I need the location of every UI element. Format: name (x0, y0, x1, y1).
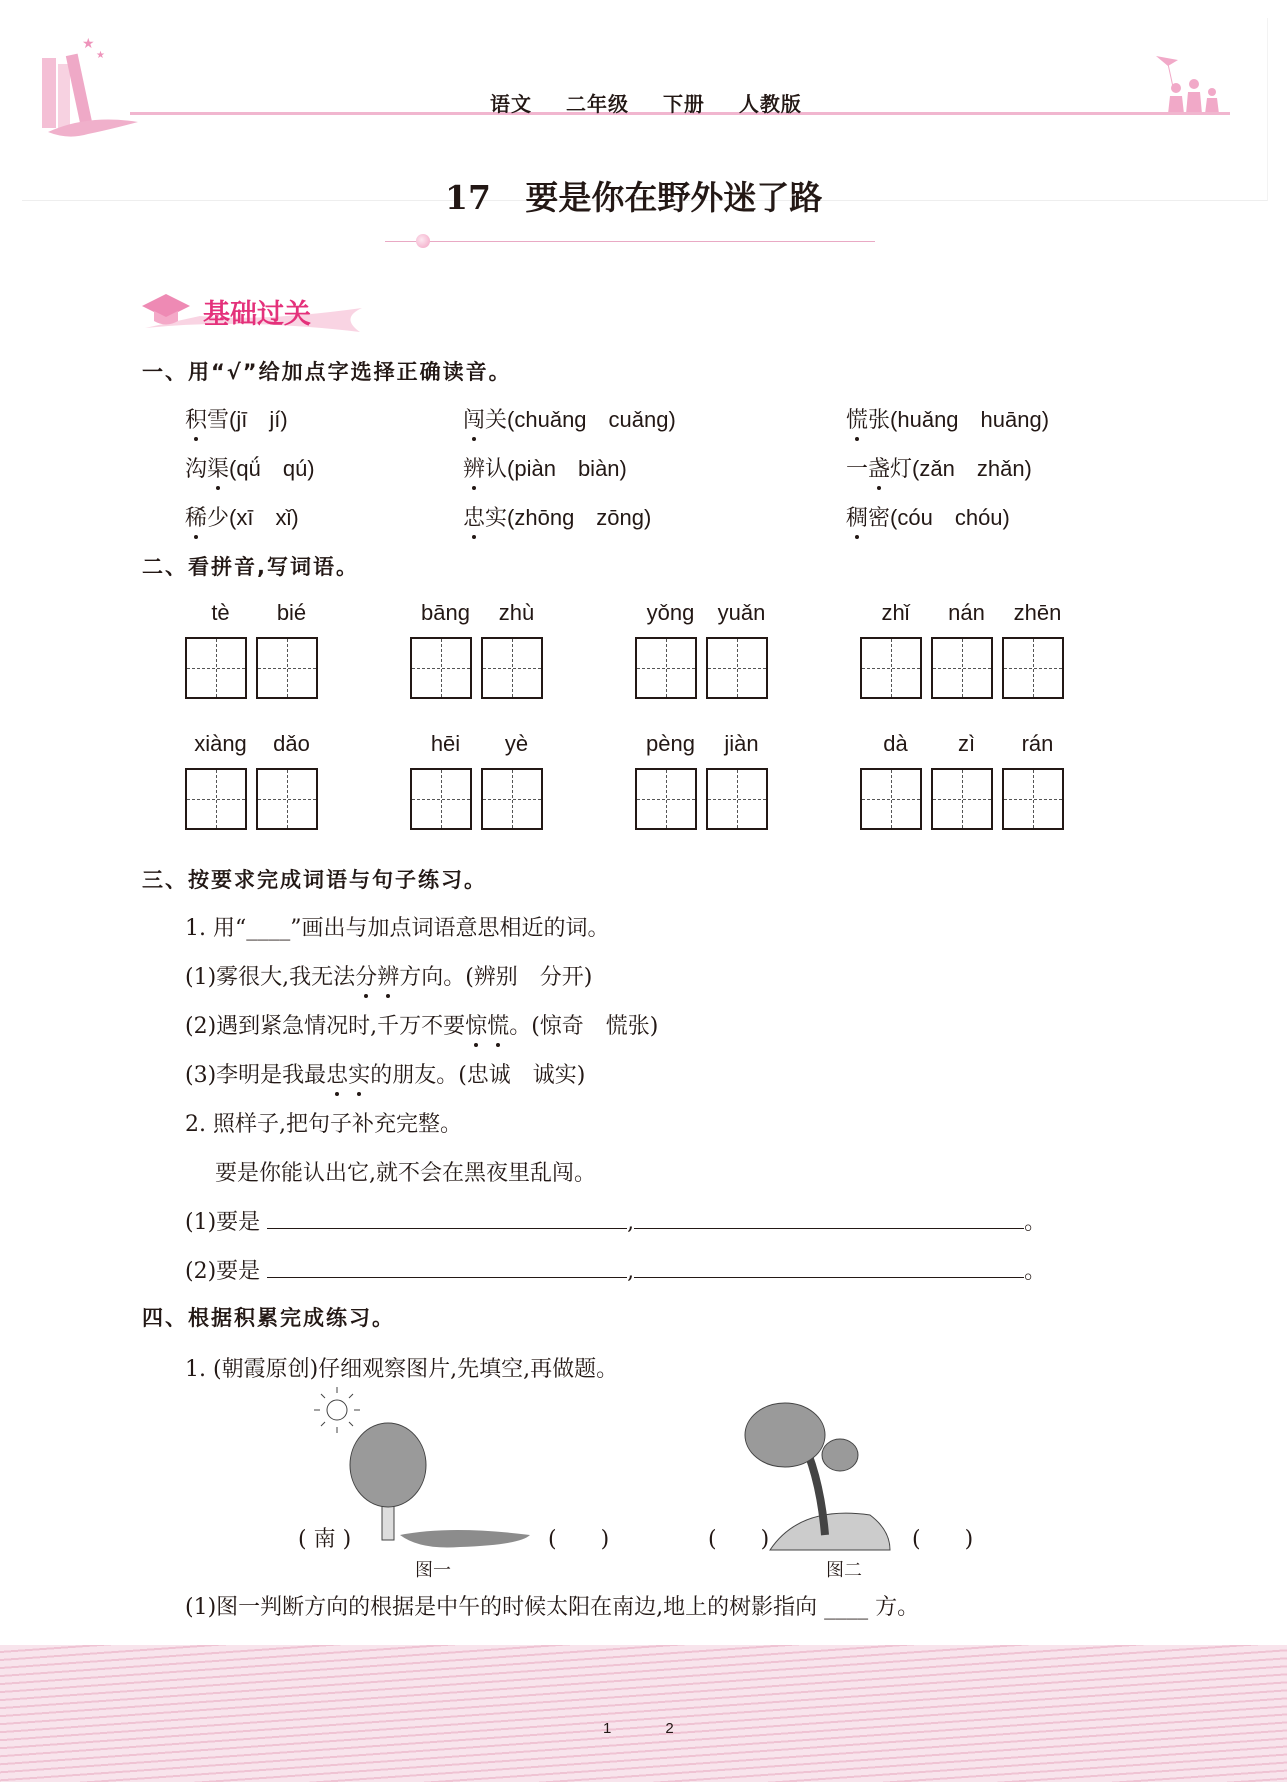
pronunciation-item (463, 403, 676, 434)
text: 。(惊奇 慌张) (509, 1014, 659, 1039)
text: (3)李明是我最 (185, 1063, 327, 1088)
answer-blank[interactable] (267, 1259, 627, 1278)
q3-sub2: 2. 照样子,把句子补充完整。 (185, 1112, 462, 1137)
pinyin-syllable: xiàng (194, 731, 247, 756)
figure-2-caption: 图二 (826, 1560, 862, 1581)
pinyin-syllable: rán (1021, 731, 1054, 756)
pinyin-syllable: bié (276, 600, 307, 625)
q4-sub1: 1. (朝霞原创)仔细观察图片,先填空,再做题。 (185, 1357, 619, 1382)
fill-label: (1)要是 (185, 1210, 261, 1235)
pinyin-syllable: yuǎn (717, 600, 766, 625)
page-digit: 1 (603, 1720, 612, 1737)
dotted-char: 忠 (463, 501, 485, 532)
writing-grid-box[interactable] (931, 637, 993, 699)
writing-grid-box[interactable] (410, 637, 472, 699)
pinyin-syllable: zhēn (1013, 600, 1062, 625)
writing-grid-box[interactable] (185, 768, 247, 830)
pronunciation-item (846, 501, 1010, 532)
pronunciation-item (185, 501, 299, 532)
header-grade: 二年级 (565, 92, 629, 116)
dotted-char: 慌 (846, 403, 868, 434)
pronunciation-item (185, 452, 315, 483)
footer-band (0, 1645, 1287, 1782)
dotted-char: 辨 (463, 452, 485, 483)
q3-sentence-2 (185, 1009, 658, 1040)
figure-2-blank-left[interactable]: ( ) (708, 1527, 770, 1552)
writing-grid-box[interactable] (185, 637, 247, 699)
dotted-char: 盏 (868, 452, 890, 483)
pinyin-options[interactable]: (zhōng zōng) (507, 505, 652, 530)
fill-label: (2)要是 (185, 1259, 261, 1284)
books-logo-icon (38, 34, 148, 149)
word-part: 张 (868, 408, 891, 433)
pinyin-syllable: dà (883, 731, 908, 756)
word-part: 沟 (185, 457, 208, 482)
pronunciation-item (846, 452, 1032, 483)
pinyin-options[interactable]: (huǎng huāng) (890, 407, 1050, 432)
pinyin-options[interactable]: (jī jí) (229, 407, 288, 432)
pinyin-options[interactable]: (xī xǐ) (229, 505, 299, 530)
pinyin-syllable: dǎo (273, 731, 310, 756)
sun-icon (314, 1387, 360, 1433)
pinyin-syllable: zì (957, 731, 976, 756)
figure-1-caption: 图一 (415, 1560, 451, 1581)
lesson-number: 17 (445, 178, 491, 217)
q3-fill-2 (185, 1254, 1046, 1285)
pronunciation-item (846, 403, 1049, 434)
word-part: 实 (485, 506, 508, 531)
q2-heading: 二、看拼音,写词语。 (142, 555, 359, 579)
title-bullet (416, 234, 430, 248)
title-underline (385, 241, 875, 242)
answer-blank[interactable] (634, 1259, 1024, 1278)
writing-grid-box[interactable] (706, 768, 768, 830)
pinyin-syllable: pèng (646, 731, 695, 756)
comma: , (627, 1259, 635, 1284)
writing-grid-box[interactable] (410, 768, 472, 830)
dotted-char: 积 (185, 403, 207, 434)
writing-grid-box[interactable] (635, 768, 697, 830)
word-part: 认 (485, 457, 508, 482)
page-number (603, 1720, 728, 1737)
q3-heading: 三、按要求完成词语与句子练习。 (142, 868, 487, 892)
dotted-char: 闯 (463, 403, 485, 434)
word-part: 少 (207, 506, 230, 531)
dotted-char: 分 (355, 960, 377, 991)
header-info (490, 88, 828, 117)
q4-heading: 四、根据积累完成练习。 (142, 1306, 395, 1330)
pronunciation-item (463, 501, 651, 532)
q3-sentence-1 (185, 960, 592, 991)
text: (1)雾很大,我无法 (185, 965, 356, 990)
writing-grid-box[interactable] (481, 637, 543, 699)
word-part: 雪 (207, 408, 230, 433)
pinyin-syllable: zhǐ (881, 600, 910, 625)
dotted-char: 稀 (185, 501, 207, 532)
header-edition: 人教版 (738, 92, 802, 116)
answer-blank[interactable] (634, 1210, 1024, 1229)
section-badge: 基础过关 (203, 299, 311, 330)
pinyin-syllable: tè (211, 600, 230, 625)
dotted-char: 稠 (846, 501, 868, 532)
word-part: 一 (846, 457, 869, 482)
figure-2-blank-right[interactable]: ( ) (912, 1527, 974, 1552)
svg-text:★: ★ (96, 50, 105, 61)
pinyin-options[interactable]: (chuǎng cuǎng) (507, 407, 676, 432)
header-volume: 下册 (662, 92, 705, 116)
pinyin-options[interactable]: (cóu chóu) (890, 505, 1010, 530)
dotted-char: 忠 (326, 1058, 348, 1089)
dotted-word (355, 965, 399, 990)
answer-blank[interactable] (267, 1210, 627, 1229)
pinyin-syllable: nán (948, 600, 985, 625)
dotted-word (465, 1014, 509, 1039)
q3-sub1: 1. 用“____”画出与加点词语意思相近的词。 (185, 916, 610, 941)
pinyin-syllable: bāng (421, 600, 470, 625)
writing-grid-box[interactable] (931, 768, 993, 830)
word-part: 灯 (890, 457, 913, 482)
period: 。 (1024, 1210, 1047, 1235)
pinyin-options[interactable]: (piàn biàn) (507, 456, 627, 481)
lesson-title (445, 172, 822, 219)
pinyin-options[interactable]: (zǎn zhǎn) (912, 456, 1032, 481)
children-kite-icon (1148, 52, 1228, 132)
header-subject: 语文 (490, 92, 532, 116)
dotted-char: 渠 (207, 452, 229, 483)
figure-1-south-label: ( 南 ) (298, 1527, 352, 1552)
text: (2)遇到紧急情况时,千万不要 (185, 1014, 466, 1039)
period: 。 (1024, 1259, 1047, 1284)
pinyin-syllable: yǒng (646, 600, 695, 625)
writing-grid-box[interactable] (481, 768, 543, 830)
q4-question-1: (1)图一判断方向的根据是中午的时候太阳在南边,地上的树影指向 ____ 方。 (185, 1595, 920, 1620)
writing-grid-box[interactable] (1002, 637, 1064, 699)
writing-grid-box[interactable] (256, 768, 318, 830)
q3-example: 要是你能认出它,就不会在黑夜里乱闯。 (215, 1161, 596, 1186)
word-part: 关 (485, 408, 508, 433)
text: 方向。(辨别 分开) (399, 965, 593, 990)
pronunciation-item (463, 452, 627, 483)
pinyin-options[interactable]: (qǘ qú) (229, 456, 315, 481)
pinyin-syllable: jiàn (724, 731, 759, 756)
pinyin-syllable: zhù (498, 600, 535, 625)
dotted-char: 慌 (487, 1009, 509, 1040)
writing-grid-box[interactable] (860, 637, 922, 699)
writing-grid-box[interactable] (635, 637, 697, 699)
pinyin-syllable: yè (504, 731, 529, 756)
comma: , (627, 1210, 635, 1235)
writing-grid-box[interactable] (860, 768, 922, 830)
dotted-char: 辨 (377, 960, 399, 991)
writing-grid-box[interactable] (1002, 768, 1064, 830)
lesson-name: 要是你在野外迷了路 (525, 178, 823, 217)
dotted-char: 实 (348, 1058, 370, 1089)
q3-sentence-3 (185, 1058, 585, 1089)
pinyin-syllable: hēi (430, 731, 461, 756)
page-digit: 2 (665, 1720, 674, 1737)
q1-heading: 一、用“√”给加点字选择正确读音。 (142, 360, 512, 384)
writing-grid-box[interactable] (256, 637, 318, 699)
text: 的朋友。(忠诚 诚实) (370, 1063, 586, 1088)
dotted-char: 惊 (465, 1009, 487, 1040)
pronunciation-item (185, 403, 288, 434)
q3-fill-1 (185, 1205, 1046, 1236)
word-part: 密 (868, 506, 891, 531)
dotted-word (326, 1063, 370, 1088)
svg-text:★: ★ (82, 36, 95, 52)
figure-1-blank[interactable]: ( ) (548, 1527, 610, 1552)
writing-grid-box[interactable] (706, 637, 768, 699)
